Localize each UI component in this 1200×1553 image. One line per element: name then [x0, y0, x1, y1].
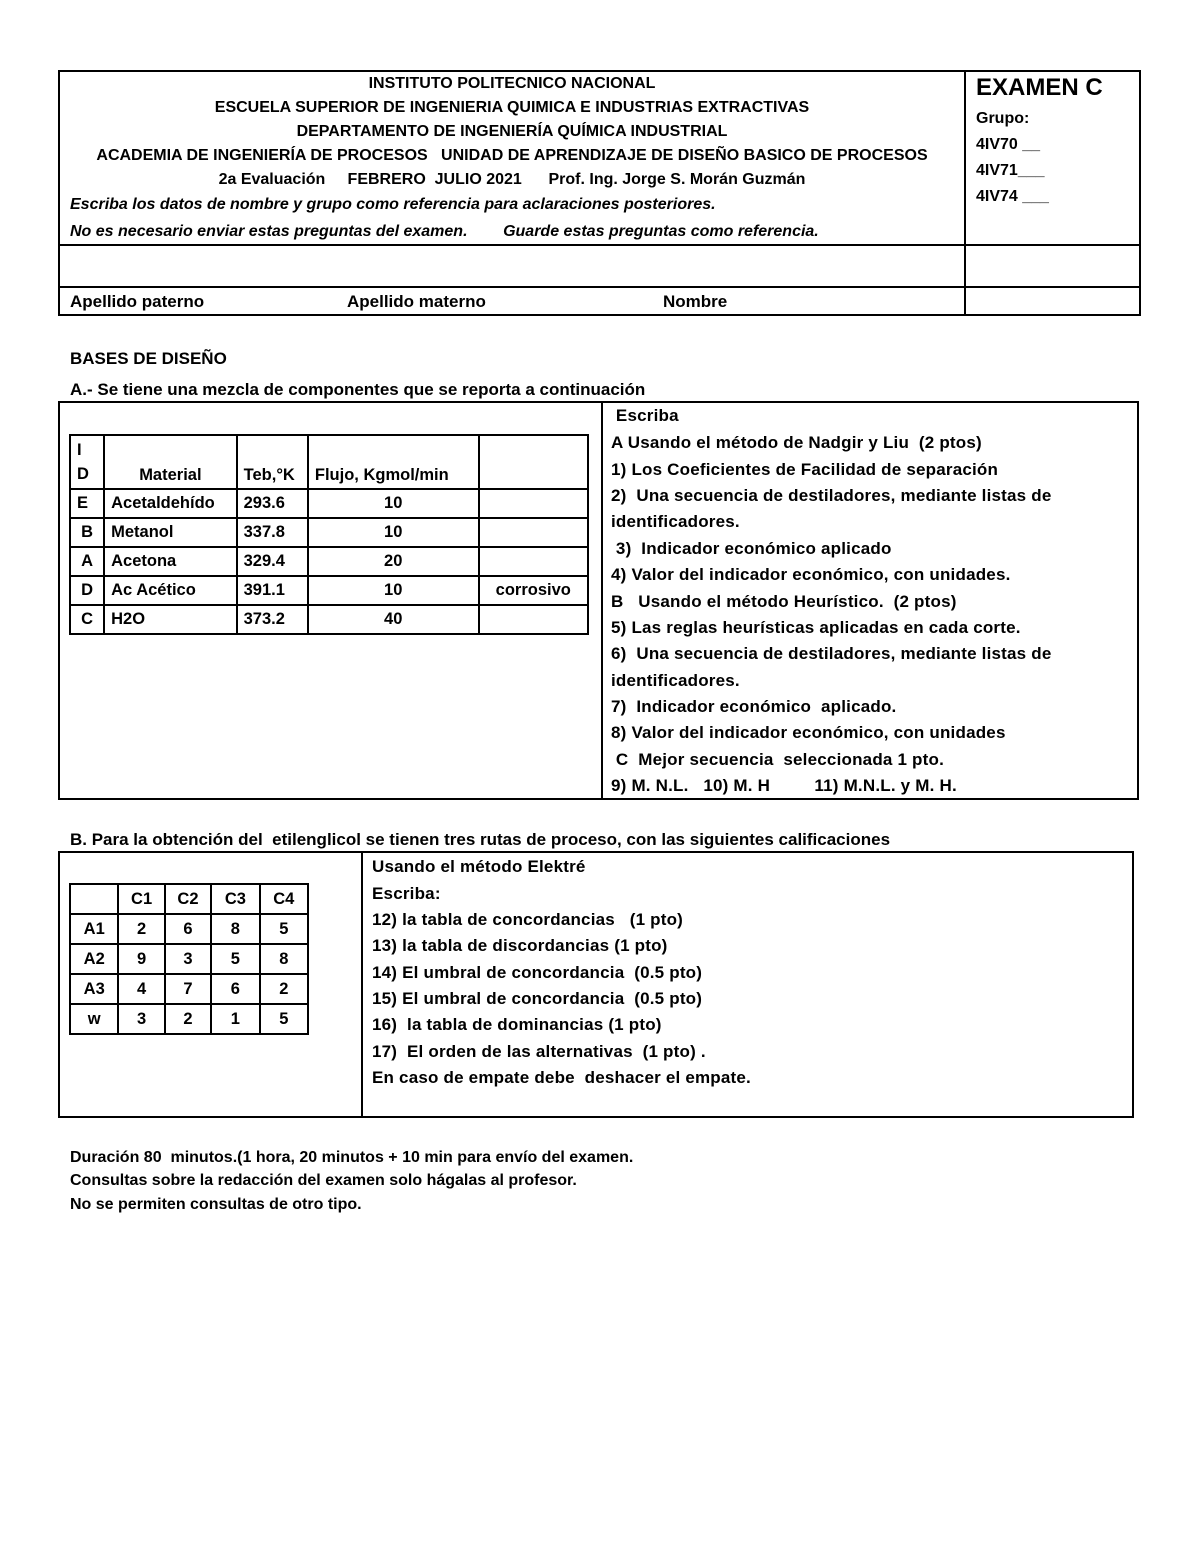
cell-flow: 40	[308, 605, 479, 634]
cell-score: 2	[165, 1004, 211, 1034]
cell-teb: 373.2	[237, 605, 308, 634]
group-label: Grupo:	[976, 110, 1030, 127]
cell-teb: 293.6	[237, 489, 308, 518]
cell-teb: 329.4	[237, 547, 308, 576]
header-id-top: I	[77, 441, 82, 459]
part-b-question: En caso de empate debe deshacer el empate.	[372, 1068, 751, 1087]
footer-duration: Duración 80 minutos.(1 hora, 20 minutos + 10 min para envío del examen.	[70, 1149, 634, 1166]
elektre-table	[69, 883, 309, 1035]
cell-id: D	[70, 576, 104, 605]
part-a-question: 3) Indicador económico aplicado	[611, 539, 892, 558]
header-id	[70, 435, 104, 489]
table-row	[70, 974, 308, 1004]
table-row	[70, 1004, 308, 1034]
cell-score: 2	[260, 974, 308, 1004]
cell-score: 6	[211, 974, 259, 1004]
part-b-question: 17) El orden de las alternativas (1 pto) .	[372, 1042, 706, 1061]
cell-teb: 337.8	[237, 518, 308, 547]
institution-name: INSTITUTO POLITECNICO NACIONAL	[368, 75, 656, 92]
label-maternal-surname: Apellido materno	[347, 292, 486, 311]
group-option-1: 4IV70 __	[976, 136, 1041, 153]
table-row	[70, 547, 588, 576]
cell-score: 3	[165, 944, 211, 974]
header-corner	[70, 884, 118, 914]
part-a-question: identificadores.	[611, 671, 740, 690]
elektre-header-row	[70, 884, 308, 914]
part-a-question: 6) Una secuencia de destiladores, mediante listas de	[611, 644, 1052, 663]
instruction-keep-questions: No es necesario enviar estas preguntas del examen. Guarde estas preguntas como referencia.	[70, 223, 819, 240]
header-criterion: C1	[118, 884, 164, 914]
part-a-question: identificadores.	[611, 512, 740, 531]
cell-score: 2	[118, 914, 164, 944]
cell-score: 1	[211, 1004, 259, 1034]
cell-score: 8	[211, 914, 259, 944]
table-row	[70, 944, 308, 974]
cell-id: C	[70, 605, 104, 634]
cell-score: 4	[118, 974, 164, 1004]
cell-material: Acetaldehído	[104, 489, 237, 518]
components-table	[69, 434, 589, 635]
header-flow: Flujo, Kgmol/min	[308, 435, 479, 489]
part-b-divider	[361, 851, 363, 1118]
cell-note	[479, 605, 588, 634]
table-row	[70, 518, 588, 547]
header-criterion: C3	[211, 884, 259, 914]
part-b-question: Usando el método Elektré	[372, 857, 586, 876]
label-first-name: Nombre	[663, 292, 728, 311]
part-a-question: 2) Una secuencia de destiladores, mediante listas de	[611, 486, 1052, 505]
cell-id: A	[70, 547, 104, 576]
cell-id: B	[70, 518, 104, 547]
cell-score: 7	[165, 974, 211, 1004]
cell-note	[479, 489, 588, 518]
group-option-3: 4IV74 ___	[976, 188, 1049, 205]
cell-flow: 20	[308, 547, 479, 576]
header-boiling-temp: Teb,°K	[237, 435, 308, 489]
part-b-question: Escriba:	[372, 884, 441, 903]
cell-score: 5	[211, 944, 259, 974]
header-notes	[479, 435, 588, 489]
group-option-2: 4IV71___	[976, 162, 1045, 179]
cell-flow: 10	[308, 518, 479, 547]
header-criterion: C4	[260, 884, 308, 914]
exam-title: EXAMEN C	[976, 74, 1103, 101]
part-a-question: 4) Valor del indicador económico, con unidades.	[611, 565, 1011, 584]
cell-material: Ac Acético	[104, 576, 237, 605]
cell-alternative: A1	[70, 914, 118, 944]
part-b-question: 12) la tabla de concordancias (1 pto)	[372, 910, 684, 929]
part-a-question: 7) Indicador económico aplicado.	[611, 697, 897, 716]
cell-material: Acetona	[104, 547, 237, 576]
header-id-bottom: D	[77, 465, 89, 483]
cell-flow: 10	[308, 576, 479, 605]
cell-id: E	[70, 489, 104, 518]
school-name: ESCUELA SUPERIOR DE INGENIERIA QUIMICA E INDUSTRIAS EXTRACTIVAS	[214, 99, 810, 116]
cell-note	[479, 518, 588, 547]
name-entry-field[interactable]	[60, 246, 963, 285]
header-row-divider-2	[58, 286, 1141, 288]
part-a-divider	[601, 401, 603, 800]
footer-no-other-consultations: No se permiten consultas de otro tipo.	[70, 1196, 362, 1213]
part-a-question: A Usando el método de Nadgir y Liu (2 ptos)	[611, 433, 982, 452]
cell-score: 8	[260, 944, 308, 974]
cell-score: 5	[260, 1004, 308, 1034]
part-b-question: 15) El umbral de concordancia (0.5 pto)	[372, 989, 703, 1008]
instruction-name-group: Escriba los datos de nombre y grupo como referencia para aclaraciones posteriores.	[70, 196, 716, 213]
cell-alternative: w	[70, 1004, 118, 1034]
header-material: Material	[104, 435, 237, 489]
group-entry-field[interactable]	[966, 246, 1139, 285]
table-row	[70, 914, 308, 944]
cell-score: 5	[260, 914, 308, 944]
part-b-question: 13) la tabla de discordancias (1 pto)	[372, 936, 668, 955]
academy-unit: ACADEMIA DE INGENIERÍA DE PROCESOS UNIDAD DE APRENDIZAJE DE DISEÑO BASICO DE PROCESOS	[96, 147, 928, 164]
table-row	[70, 489, 588, 518]
part-a-question: C Mejor secuencia seleccionada 1 pto.	[611, 750, 945, 769]
part-a-question: 8) Valor del indicador económico, con unidades	[611, 723, 1006, 742]
part-a-question: Escriba	[611, 406, 679, 425]
cell-material: H2O	[104, 605, 237, 634]
table-row	[70, 576, 588, 605]
evaluation-info: 2a Evaluación FEBRERO JULIO 2021 Prof. Ing. Jorge S. Morán Guzmán	[218, 171, 806, 188]
part-b-question: 14) El umbral de concordancia (0.5 pto)	[372, 963, 703, 982]
part-b-question: 16) la tabla de dominancias (1 pto)	[372, 1015, 662, 1034]
part-b-intro: B. Para la obtención del etilenglicol se tienen tres rutas de proceso, con las siguientes calificaciones	[70, 830, 891, 849]
footer-consultations: Consultas sobre la redacción del examen solo hágalas al profesor.	[70, 1172, 577, 1189]
components-header-row	[70, 435, 588, 489]
cell-score: 6	[165, 914, 211, 944]
section-title: BASES DE DISEÑO	[70, 349, 227, 368]
part-a-question: 1) Los Coeficientes de Facilidad de separación	[611, 460, 999, 479]
table-row	[70, 605, 588, 634]
cell-teb: 391.1	[237, 576, 308, 605]
cell-alternative: A3	[70, 974, 118, 1004]
part-a-question: 5) Las reglas heurísticas aplicadas en cada corte.	[611, 618, 1021, 637]
cell-note	[479, 547, 588, 576]
cell-score: 3	[118, 1004, 164, 1034]
part-a-intro: A.- Se tiene una mezcla de componentes que se reporta a continuación	[70, 380, 646, 399]
cell-flow: 10	[308, 489, 479, 518]
header-criterion: C2	[165, 884, 211, 914]
part-a-question: 9) M. N.L. 10) M. H 11) M.N.L. y M. H.	[611, 776, 957, 795]
part-a-question: B Usando el método Heurístico. (2 ptos)	[611, 592, 957, 611]
cell-score: 9	[118, 944, 164, 974]
cell-note: corrosivo	[479, 576, 588, 605]
department-name: DEPARTAMENTO DE INGENIERÍA QUÍMICA INDUSTRIAL	[296, 123, 728, 140]
cell-alternative: A2	[70, 944, 118, 974]
cell-material: Metanol	[104, 518, 237, 547]
label-paternal-surname: Apellido paterno	[70, 292, 205, 311]
